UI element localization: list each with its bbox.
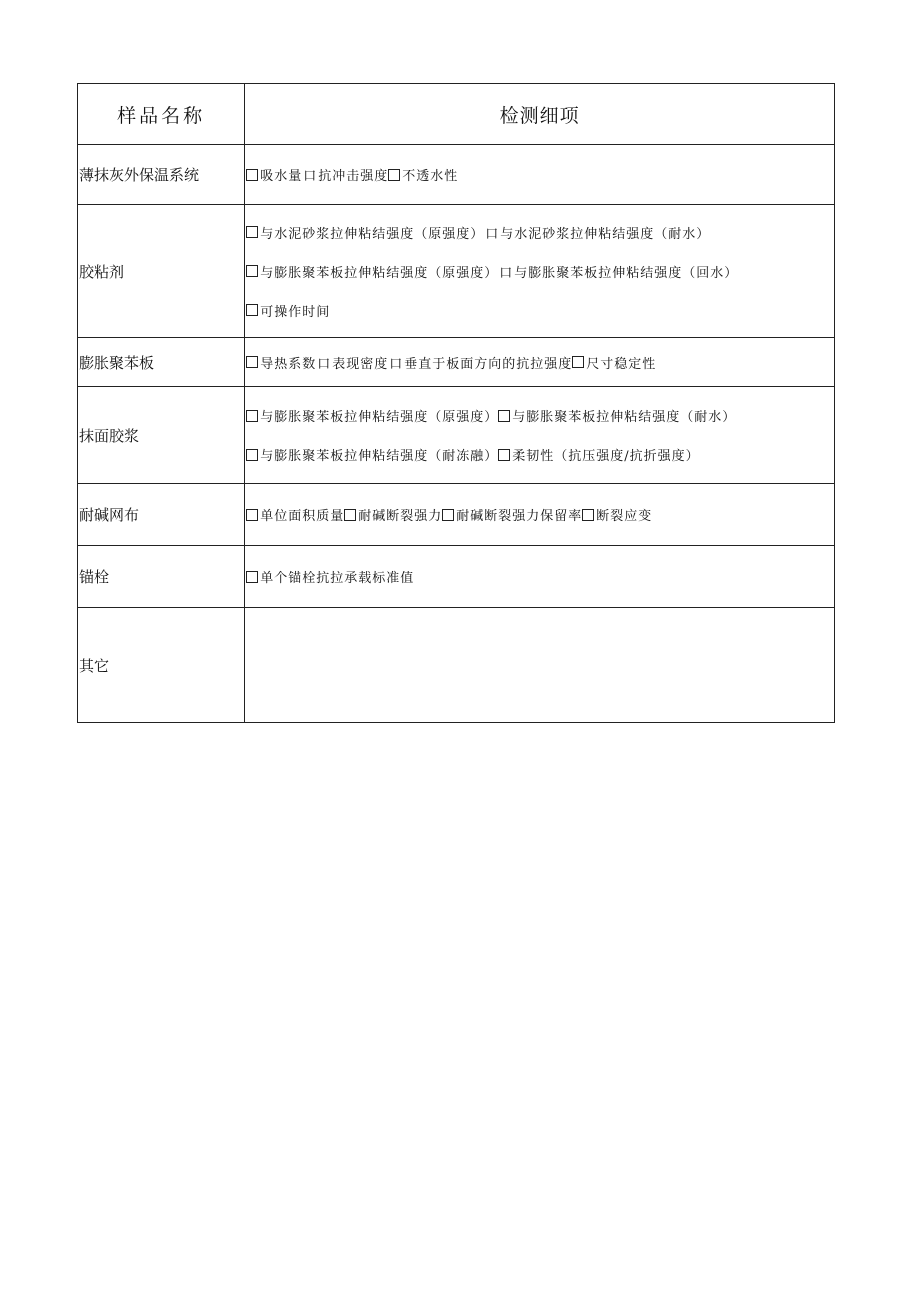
checkbox-icon[interactable] bbox=[246, 449, 258, 461]
checkbox-icon[interactable] bbox=[246, 571, 258, 583]
checkbox-icon[interactable] bbox=[246, 410, 258, 422]
checkbox-icon[interactable] bbox=[442, 509, 454, 521]
sample-name-cell: 薄抹灰外保温系统 bbox=[78, 145, 245, 205]
checklist-item[interactable] bbox=[246, 262, 498, 281]
checkbox-mark-glyph[interactable]: 口 bbox=[389, 356, 404, 372]
checkbox-icon[interactable] bbox=[344, 509, 356, 521]
checklist-item-label: 柔韧性（抗压强度/抗折强度） bbox=[512, 449, 700, 464]
row-adhesive bbox=[78, 205, 835, 338]
test-details-header: 检测细项 bbox=[245, 84, 835, 145]
row-thin-plaster-system bbox=[78, 145, 835, 205]
checklist-item-label: 吸水量 bbox=[260, 169, 303, 184]
header-row bbox=[78, 84, 835, 145]
row-anchor bbox=[78, 546, 835, 608]
test-details-cell bbox=[245, 546, 835, 608]
checklist-item[interactable] bbox=[246, 223, 484, 242]
row-alkali-mesh bbox=[78, 484, 835, 546]
checkbox-mark-glyph[interactable]: 口 bbox=[317, 356, 332, 372]
sample-name-cell: 抹面胶浆 bbox=[78, 387, 245, 484]
checklist-item-label: 与膨胀聚苯板拉伸粘结强度（回水） bbox=[514, 265, 739, 281]
checklist-item[interactable] bbox=[484, 223, 710, 242]
checklist-item-label: 断裂应变 bbox=[596, 509, 653, 524]
checklist-line bbox=[246, 352, 834, 372]
row-eps-board bbox=[78, 338, 835, 387]
checklist-item-label: 单个锚栓抗拉承载标准值 bbox=[260, 571, 415, 586]
checklist-item[interactable] bbox=[388, 165, 458, 184]
checklist-item-label: 耐碱断裂强力 bbox=[358, 509, 443, 524]
checklist-item[interactable] bbox=[582, 505, 652, 524]
checklist-item[interactable] bbox=[316, 353, 388, 372]
sample-name-cell: 胶粘剂 bbox=[78, 205, 245, 338]
test-details-cell bbox=[245, 608, 835, 723]
test-details-cell bbox=[245, 205, 835, 338]
test-details-cell bbox=[245, 387, 835, 484]
checklist-item-label: 与膨胀聚苯板拉伸粘结强度（原强度） bbox=[260, 265, 499, 281]
checkbox-icon[interactable] bbox=[246, 356, 258, 368]
checklist-item[interactable] bbox=[246, 445, 498, 464]
checklist-item-label: 与水泥砂浆拉伸粘结强度（原强度） bbox=[260, 226, 485, 242]
checklist-item[interactable] bbox=[246, 165, 302, 184]
checklist-line bbox=[246, 261, 834, 281]
test-details-cell bbox=[245, 484, 835, 546]
checklist-item[interactable] bbox=[246, 353, 316, 372]
checklist-item[interactable] bbox=[344, 505, 442, 524]
checklist-line bbox=[246, 165, 834, 185]
test-items-table bbox=[77, 83, 835, 723]
checklist-item-label: 与水泥砂浆拉伸粘结强度（耐水） bbox=[500, 226, 711, 242]
checkbox-icon[interactable] bbox=[498, 410, 510, 422]
checklist-item[interactable] bbox=[498, 406, 736, 425]
checklist-item-label: 不透水性 bbox=[402, 169, 459, 184]
checkbox-icon[interactable] bbox=[246, 226, 258, 238]
checklist-item[interactable] bbox=[246, 406, 498, 425]
checklist-item[interactable] bbox=[498, 445, 699, 464]
checklist-item[interactable] bbox=[246, 505, 344, 524]
checkbox-mark-glyph[interactable]: 口 bbox=[485, 226, 500, 242]
checkbox-icon[interactable] bbox=[582, 509, 594, 521]
checklist-item-label: 垂直于板面方向的抗拉强度 bbox=[404, 356, 573, 372]
sample-name-cell: 锚栓 bbox=[78, 546, 245, 608]
checklist-item-label: 导热系数 bbox=[260, 356, 317, 372]
checklist-item[interactable] bbox=[498, 262, 738, 281]
checkbox-icon[interactable] bbox=[246, 304, 258, 316]
checklist-item[interactable] bbox=[246, 301, 330, 320]
checklist-item-label: 尺寸稳定性 bbox=[586, 356, 657, 372]
checkbox-icon[interactable] bbox=[498, 449, 510, 461]
checklist-line bbox=[246, 222, 834, 242]
checklist-item[interactable] bbox=[302, 165, 388, 184]
row-plaster-mortar bbox=[78, 387, 835, 484]
checkbox-icon[interactable] bbox=[246, 509, 258, 521]
sample-name-cell: 耐碱网布 bbox=[78, 484, 245, 546]
checklist-item[interactable] bbox=[442, 505, 582, 524]
checklist-item[interactable] bbox=[388, 353, 572, 372]
test-details-cell bbox=[245, 145, 835, 205]
checkbox-icon[interactable] bbox=[572, 356, 584, 368]
sample-name-cell: 膨胀聚苯板 bbox=[78, 338, 245, 387]
checkbox-icon[interactable] bbox=[246, 265, 258, 277]
checklist-item[interactable] bbox=[246, 567, 414, 586]
checklist-line bbox=[246, 300, 834, 320]
checklist-item-label: 耐碱断裂强力保留率 bbox=[456, 509, 583, 524]
checkbox-mark-glyph[interactable]: 口 bbox=[303, 169, 318, 184]
test-details-cell bbox=[245, 338, 835, 387]
checklist-line bbox=[246, 406, 834, 426]
checklist-line bbox=[246, 567, 834, 587]
checklist-item[interactable] bbox=[572, 353, 656, 372]
checklist-item-label: 抗冲击强度 bbox=[318, 169, 389, 184]
checkbox-icon[interactable] bbox=[246, 169, 258, 181]
checklist-item-label: 表现密度 bbox=[332, 356, 389, 372]
checklist-item-label: 单位面积质量 bbox=[260, 509, 345, 524]
sample-name-header: 样品名称 bbox=[78, 84, 245, 145]
sample-name-cell: 其它 bbox=[78, 608, 245, 723]
checklist-item-label: 与膨胀聚苯板拉伸粘结强度（耐水） bbox=[512, 410, 737, 425]
checkbox-mark-glyph[interactable]: 口 bbox=[499, 265, 514, 281]
row-other bbox=[78, 608, 835, 723]
checklist-line bbox=[246, 505, 834, 525]
checklist-line bbox=[246, 445, 834, 465]
checklist-item-label: 与膨胀聚苯板拉伸粘结强度（耐冻融） bbox=[260, 449, 499, 464]
checklist-item-label: 可操作时间 bbox=[260, 304, 331, 320]
checkbox-icon[interactable] bbox=[388, 169, 400, 181]
checklist-item-label: 与膨胀聚苯板拉伸粘结强度（原强度） bbox=[260, 410, 499, 425]
